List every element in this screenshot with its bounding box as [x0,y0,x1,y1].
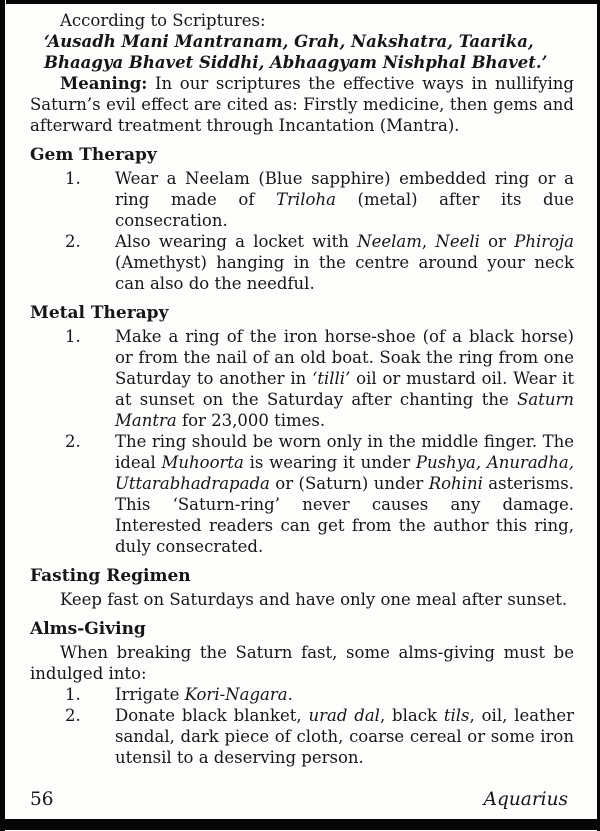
list-item-alms-2 [30,705,574,768]
italic-term: Muhoorta [161,453,244,472]
alms-intro-paragraph [30,642,574,684]
text-segment: , oil, leather sandal, dark piece of cloth, coarse cereal or some iron utensil to a deserving person. [115,706,574,767]
italic-term: Kori-Nagara [184,685,288,704]
list-text [115,431,574,557]
meaning-paragraph [30,73,574,136]
text-segment: , black [379,706,444,725]
scan-border-bottom [0,819,600,830]
italic-term: Neelam [357,232,422,251]
text-segment: is wearing it under [243,453,416,472]
list-number: 2. [65,706,81,725]
page-content [30,10,574,768]
text-segment: (Amethyst) hanging in the centre around your neck can also do the needful. [115,253,574,293]
page-footer [30,789,568,810]
italic-term: Pushya, Anuradha, Uttarabhadrapada [115,453,574,493]
text-segment: or [479,232,515,251]
list-text [115,705,574,768]
text-segment: for 23,000 times. [176,411,326,430]
italic-term: Triloha [276,190,336,209]
list-number: 2. [65,232,81,251]
intro-line [30,10,574,31]
italic-term: Phiroja [514,232,574,251]
text-segment: oil or mustard oil. Wear it at sunset on the Saturday after chanting the [115,369,574,409]
list-number: 1. [65,685,81,704]
text-segment: . [287,685,293,704]
list-number: 1. [65,169,81,188]
text-segment: , [421,232,436,251]
text-segment: asterisms. This ‘Saturn-ring’ never causes any damage. Interested readers can get from the author this ring, duly consecrated. [115,474,574,556]
list-item-gem-2 [30,231,574,294]
list-text [115,168,574,231]
list-text [115,326,574,431]
scan-border-left [0,0,5,831]
list-number: 1. [65,327,81,346]
intro-text: According to Scriptures: [60,11,266,30]
text-segment: Also wearing a locket with [115,232,358,251]
list-item-gem-1 [30,168,574,231]
italic-term: urad dal [308,706,380,725]
text-segment: (metal) after its due consecration. [115,190,574,230]
italic-term: ‘tilli’ [312,369,351,388]
meaning-text: In our scriptures the effective ways in nullifying Saturn’s evil effect are cited as: Firstly medicine, then gems and afterward treatment through Incantation (Mantra). [30,74,574,135]
section-heading-fasting-regimen: Fasting Regimen [30,566,191,586]
fasting-text: Keep fast on Saturdays and have only one meal after sunset. [60,590,568,609]
section-heading-alms-giving: Alms-Giving [30,619,146,639]
section-heading-gem-therapy: Gem Therapy [30,145,157,165]
text-segment: Wear a Neelam (Blue sapphire) embedded ring or a ring made of [115,169,574,209]
list-text [115,231,574,294]
scripture-verse: ‘Ausadh Mani Mantranam, Grah, Nakshatra, Taarika, Bhaagya Bhavet Siddhi, Abhaagyam Nishphal Bhavet.’ [44,32,548,72]
text-segment: The ring should be worn only in the middle finger. The ideal [115,432,574,472]
list-item-metal-2 [30,431,574,557]
text-segment: or (Saturn) under [269,474,429,493]
scan-border-top [6,0,600,4]
running-footer-zodiac: Aquarius [483,789,568,810]
fasting-paragraph [30,589,574,610]
list-text [115,684,574,705]
italic-term: Neeli [435,232,480,251]
italic-term: Rohini [428,474,483,493]
text-segment: Irrigate [115,685,185,704]
page-number: 56 [30,789,54,810]
list-item-metal-1 [30,326,574,431]
italic-term: tils [443,706,470,725]
meaning-label: Meaning: [60,74,148,93]
text-segment: Make a ring of the iron horse-shoe (of a black horse) or from the nail of an old boat. Soak the ring from one Saturday to another in [115,327,574,388]
italic-term: Saturn Mantra [115,390,574,430]
section-heading-metal-therapy: Metal Therapy [30,303,169,323]
list-item-alms-1 [30,684,574,705]
list-number: 2. [65,432,81,451]
alms-intro-text: When breaking the Saturn fast, some alms-giving must be indulged into: [30,643,574,683]
text-segment: Donate black blanket, [115,706,309,725]
